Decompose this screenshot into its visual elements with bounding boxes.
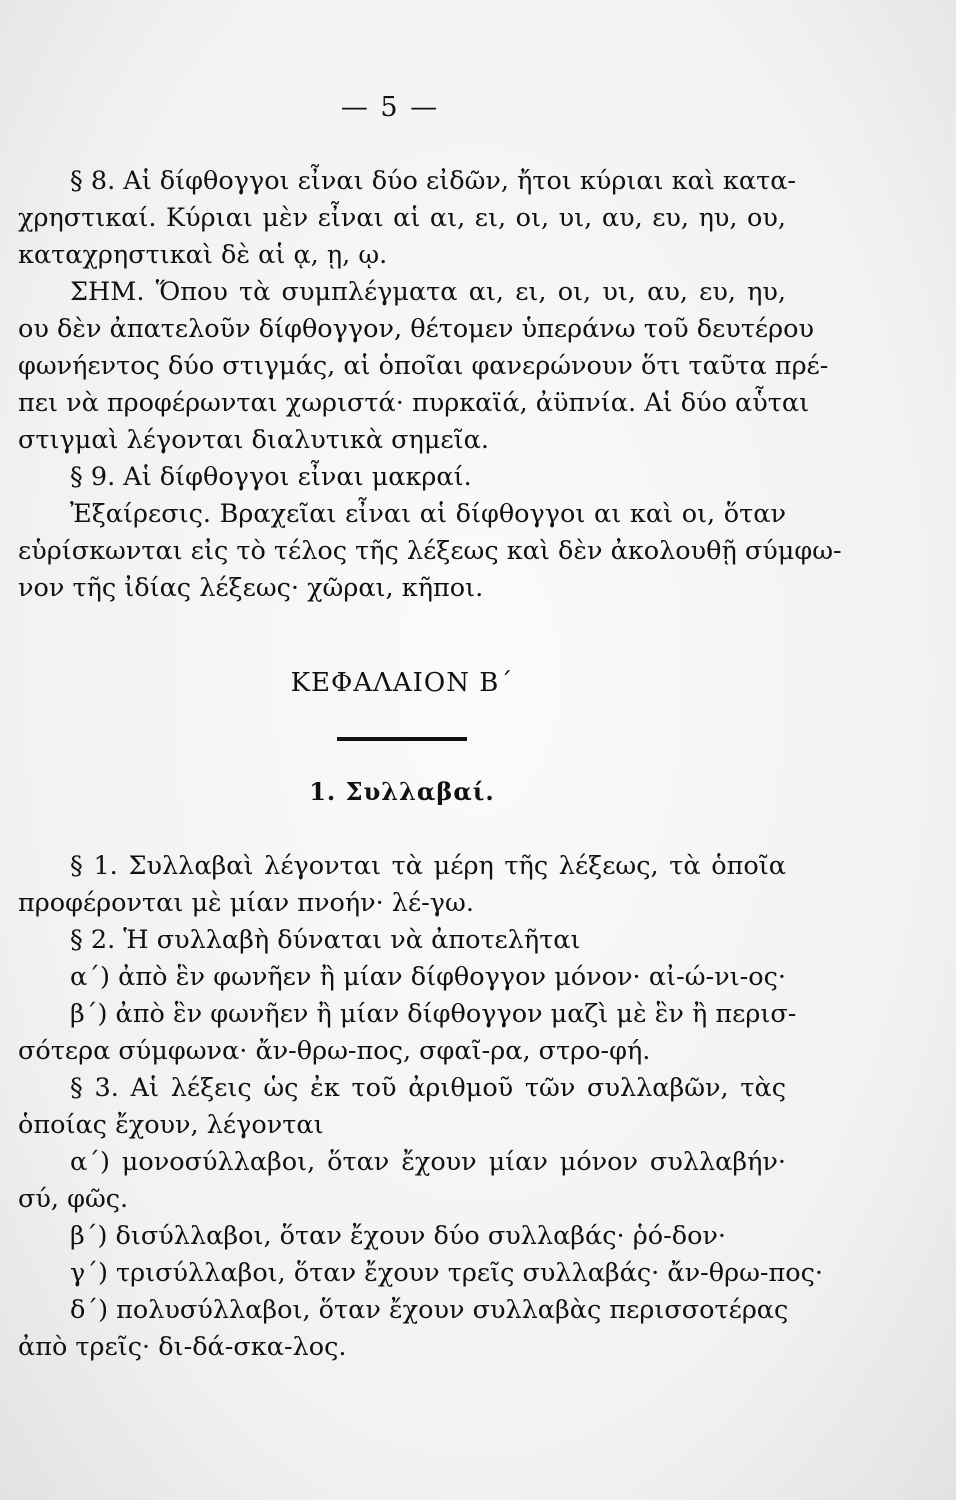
text-line: δ΄) πολυσύλλαβοι, ὅταν ἔχουν συλλαβὰς περισσοτέρας bbox=[70, 1295, 789, 1325]
text-line: ου δὲν ἀπατελοῦν δίφθογγον, θέτομεν ὑπεράνω τοῦ δευτέρου bbox=[18, 314, 814, 344]
page-number: — 5 — bbox=[340, 92, 440, 123]
text-line: Ἐξαίρεσις. Βραχεῖαι εἶναι αἱ δίφθογγοι αι καὶ οι, ὅταν bbox=[70, 499, 786, 529]
text-line: β΄) δισύλλαβοι, ὅταν ἔχουν δύο συλλαβάς· ῥό-δον· bbox=[70, 1221, 727, 1251]
text-line: προφέρονται μὲ μίαν πνοήν· λέ-γω. bbox=[18, 888, 474, 918]
text-line: ὁποίας ἔχουν, λέγονται bbox=[18, 1110, 324, 1140]
text-line: ΣΗΜ. Ὅπου τὰ συμπλέγματα αι, ει, οι, υι, αυ, ευ, ηυ, bbox=[70, 277, 786, 307]
text-line: γ΄) τρισύλλαβοι, ὅταν ἔχουν τρεῖς συλλαβάς· ἄν-θρω-πος· bbox=[70, 1258, 823, 1288]
text-line: ἀπὸ τρεῖς· δι-δά-σκα-λος. bbox=[18, 1332, 347, 1362]
text-line: χρηστικαί. Κύριαι μὲν εἶναι αἱ αι, ει, οι, υι, αυ, ευ, ηυ, ου, bbox=[18, 203, 786, 233]
text-line: σύ, φῶς. bbox=[18, 1184, 129, 1214]
text-line: σότερα σύμφωνα· ἄν-θρω-πος, σφαῖ-ρα, στρο-φή. bbox=[18, 1036, 651, 1066]
text-line: εὑρίσκωνται εἰς τὸ τέλος τῆς λέξεως καὶ δὲν ἀκολουθῇ σύμφω- bbox=[18, 536, 842, 566]
section-title: 1. Συλλαβαί. bbox=[309, 777, 495, 806]
text-line: § 8. Αἱ δίφθογγοι εἶναι δύο εἰδῶν, ἤτοι κύριαι καὶ κατα- bbox=[70, 166, 797, 196]
text-line: § 3. Αἱ λέξεις ὡς ἐκ τοῦ ἀριθμοῦ τῶν συλλαβῶν, τὰς bbox=[70, 1073, 786, 1103]
chapter-title: ΚΕΦΑΛΑΙΟΝ Β΄ bbox=[290, 668, 514, 698]
text-line: στιγμαὶ λέγονται διαλυτικὰ σημεῖα. bbox=[18, 425, 489, 455]
text-block-syllables bbox=[18, 848, 823, 1366]
text-line: § 1. Συλλαβαὶ λέγονται τὰ μέρη τῆς λέξεως, τὰ ὁποῖα bbox=[70, 851, 786, 881]
divider-rule bbox=[337, 737, 467, 741]
text-line: α΄) ἀπὸ ἓν φωνῆεν ἢ μίαν δίφθογγον μόνον· αἰ-ώ-νι-ος· bbox=[70, 962, 786, 992]
text-line: φωνήεντος δύο στιγμάς, αἱ ὁποῖαι φανερώνουν ὅτι ταῦτα πρέ- bbox=[18, 351, 829, 381]
text-line: α΄) μονοσύλλαβοι, ὅταν ἔχουν μίαν μόνον συλλαβήν· bbox=[70, 1147, 786, 1177]
text-line: καταχρηστικαὶ δὲ αἱ ᾳ, ῃ, ῳ. bbox=[18, 240, 388, 270]
text-line: β΄) ἀπὸ ἓν φωνῆεν ἢ μίαν δίφθογγον μαζὶ μὲ ἓν ἢ περισ- bbox=[70, 999, 797, 1029]
text-line: νον τῆς ἰδίας λέξεως· χῶραι, κῆποι. bbox=[18, 573, 484, 603]
text-line: § 2. Ἡ συλλαβὴ δύναται νὰ ἀποτελῆται bbox=[70, 925, 581, 955]
text-line: § 9. Αἱ δίφθογγοι εἶναι μακραί. bbox=[70, 462, 472, 492]
text-block-diphthongs bbox=[18, 163, 842, 607]
text-line: πει νὰ προφέρωνται χωριστά· πυρκαϊά, ἀϋπνία. Αἱ δύο αὗται bbox=[18, 388, 810, 418]
